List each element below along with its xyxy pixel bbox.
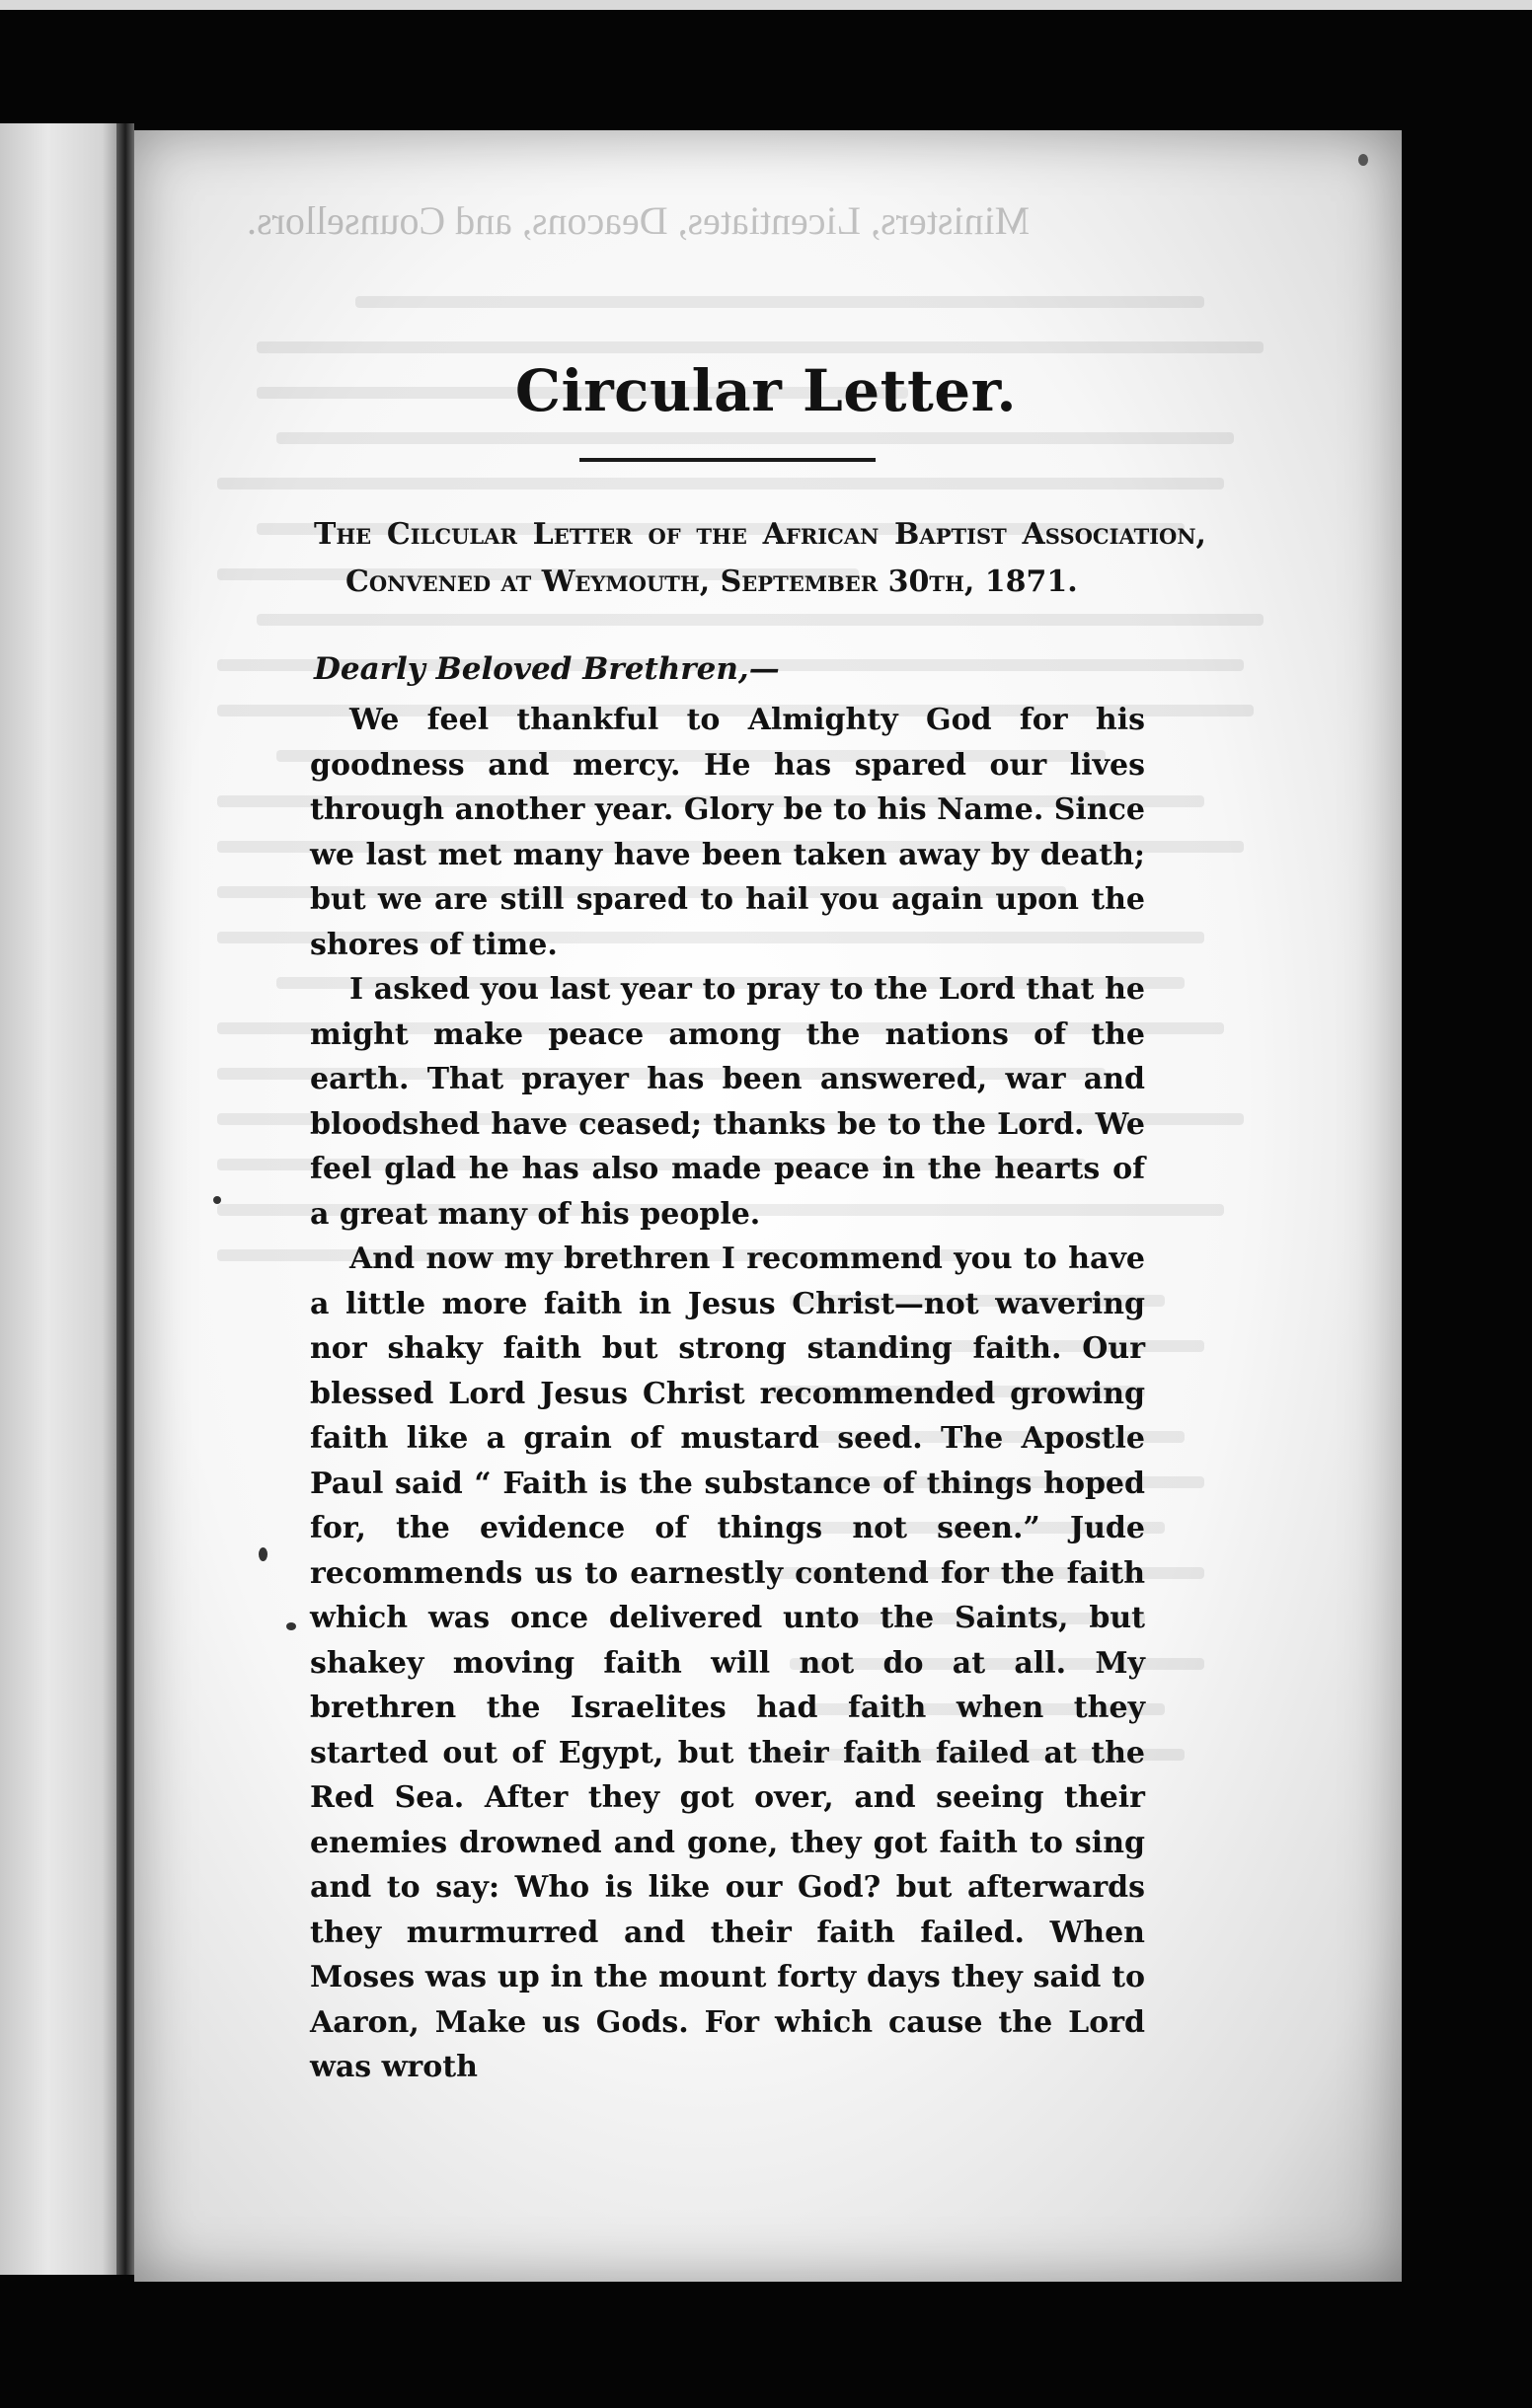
letter-subtitle: The Cilcular Letter of the African Baptist Association, Convened at Weymouth, September 30th, 1871. [314, 517, 1206, 599]
ink-speck [259, 1547, 268, 1561]
ink-speck [286, 1622, 296, 1630]
show-through-line [257, 341, 1264, 353]
ink-speck [213, 1196, 221, 1204]
show-through-line [276, 432, 1234, 444]
salutation: Dearly Beloved Brethren,— [314, 651, 780, 687]
show-through-line [355, 296, 1204, 308]
show-through-line [217, 478, 1224, 489]
show-through-heading: Ministers, Licentiates, Deacons, and Counsellors. [247, 198, 1031, 243]
title-rule [579, 458, 876, 462]
page-title: Circular Letter. [514, 357, 1018, 424]
scanner-edge [0, 0, 1532, 10]
facing-page-edge [0, 123, 120, 2275]
paragraph: I asked you last year to pray to the Lord that he might make peace among the nations of the earth. That prayer has been answered, war and bloodshed have ceased; thanks be to the Lord. We feel glad he has also made peace in the hearts of a great many of his people. [310, 972, 1145, 1232]
letter-body [310, 698, 1145, 2090]
ink-speck [1358, 154, 1368, 166]
show-through-line [257, 614, 1264, 626]
book-gutter [116, 123, 134, 2275]
paragraph: And now my brethren I recommend you to have a little more faith in Jesus Christ—not wavering nor shaky faith but strong standing faith. Our blessed Lord Jesus Christ recommended growing faith like a grain of mustard seed. The Apostle Paul said “ Faith is the substance of things hoped for, the evidence of things not seen.” Jude recommends us to earnestly contend for the faith which was once delivered unto the Saints, but shakey moving faith will not do at all. My brethren the Israelites had faith when they started out of Egypt, but their faith failed at the Red Sea. After they got over, and seeing their enemies drowned and gone, they got faith to sing and to say: Who is like our God? but afterwards they murmurred and their faith failed. When Moses was up in the mount forty days they said to Aaron, Make us Gods. For which cause the Lord was wroth [310, 1242, 1145, 2084]
paragraph: We feel thankful to Almighty God for his goodness and mercy. He has spared our lives through another year. Glory be to his Name. Since we last met many have been taken away by death; but we are still spared to hail you again upon the shores of time. [310, 703, 1145, 962]
